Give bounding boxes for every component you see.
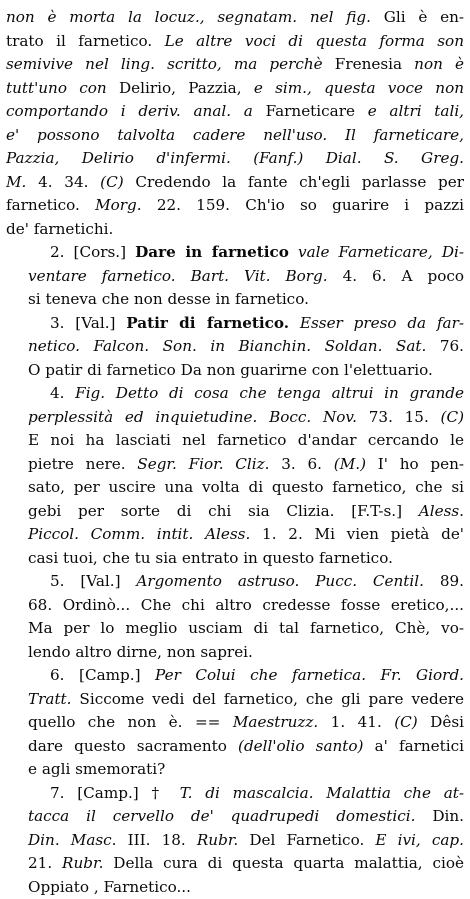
text-line (6, 664, 464, 688)
roman-text: a' farnetici (363, 737, 464, 755)
roman-text: E noi ha lasciati nel farnetico d'andar cercando le (28, 431, 464, 449)
roman-text: sato, per uscire una volta di questo farnetico, che si (28, 478, 464, 496)
text-line (6, 359, 464, 383)
roman-text: Frenesia (323, 55, 415, 73)
italic-text: comportando i deriv. anal. a (6, 102, 253, 120)
text-line (6, 641, 464, 665)
text-line (6, 758, 464, 782)
roman-text: Delirio, Pazzia, (107, 79, 254, 97)
roman-text: 1. 41. (318, 713, 394, 731)
dictionary-entry-paragraph (6, 570, 464, 664)
italic-text: Pazzia, Delirio d'infermi. (Fanf.) Dial. S. Greg. (6, 149, 464, 167)
dictionary-entry-paragraph (6, 382, 464, 570)
italic-text: e' possono talvolta cadere nell'uso. Il farneticare, (6, 126, 464, 144)
text-line (6, 500, 464, 524)
roman-text: 68. Ordinò... Che chi altro credesse fosse eretico,... (28, 596, 464, 614)
roman-text: dare questo sacramento (28, 737, 238, 755)
italic-text: tutt'uno con (6, 79, 107, 97)
bold-headword: Dare in farnetico (135, 243, 289, 261)
italic-text: Esser preso da far- (289, 314, 464, 332)
roman-text: Ma per lo meglio usciam di tal farnetico, Chè, vo- (28, 619, 464, 637)
text-line (6, 100, 464, 124)
italic-text: e altri tali, (368, 102, 464, 120)
italic-text: ventare farnetico. Bart. Vit. Borg. (28, 267, 328, 285)
text-line (6, 77, 464, 101)
roman-text: 4. 6. A poco (328, 267, 464, 285)
roman-text: 6. [Camp.] (50, 666, 155, 684)
text-line (6, 852, 464, 876)
roman-text: farnetico. (6, 196, 95, 214)
text-line (6, 782, 464, 806)
italic-text: perplessità ed inquietudine. Bocc. Nov. (28, 408, 357, 426)
roman-text: pietre nere. (28, 455, 137, 473)
dictionary-entry-paragraph (6, 6, 464, 241)
italic-text: Piccol. Comm. intit. Aless. (28, 525, 250, 543)
roman-text: Farneticare (253, 102, 368, 120)
roman-text: Del Farnetico. (238, 831, 375, 849)
text-line (6, 53, 464, 77)
text-line (6, 429, 464, 453)
italic-text: Tratt. (28, 690, 71, 708)
text-line (6, 688, 464, 712)
italic-text: Segr. Fior. Cliz. (137, 455, 269, 473)
text-line (6, 335, 464, 359)
text-line (6, 453, 464, 477)
text-line (6, 218, 464, 242)
roman-text: de' farnetichi. (6, 220, 113, 238)
roman-text: 3. 6. (269, 455, 333, 473)
roman-text: 21. (28, 854, 62, 872)
dictionary-entry-paragraph (6, 782, 464, 899)
italic-text: (C) (394, 713, 417, 731)
text-line (6, 805, 464, 829)
text-line (6, 547, 464, 571)
text-line (6, 30, 464, 54)
italic-text: M. (6, 173, 26, 191)
text-line (6, 171, 464, 195)
italic-text: (C) (441, 408, 464, 426)
italic-text: tacca il cervello de' quadrupedi domestici. (28, 807, 415, 825)
text-line (6, 617, 464, 641)
italic-text: Aless. (419, 502, 464, 520)
bold-headword: Patir di farnetico. (126, 314, 289, 332)
roman-text: 89. (424, 572, 464, 590)
italic-text: Maestruzz. (233, 713, 318, 731)
roman-text: 5. [Val.] (50, 572, 136, 590)
italic-text: Rubr. (62, 854, 103, 872)
text-line (6, 829, 464, 853)
text-line (6, 312, 464, 336)
italic-text: netico. Falcon. Son. in Bianchin. Soldan. Sat. (28, 337, 426, 355)
roman-text: III. 18. (117, 831, 197, 849)
roman-text: gebi per sorte di chi sia Clizia. [F.T-s.] (28, 502, 419, 520)
roman-text: I' ho pen- (366, 455, 464, 473)
roman-text: 73. 15. (357, 408, 441, 426)
roman-text: O patir di farnetico Da non guarirne con l'elettuario. (28, 361, 433, 379)
italic-text: Rubr. (197, 831, 238, 849)
roman-text: 3. [Val.] (50, 314, 126, 332)
text-line (6, 735, 464, 759)
italic-text: E ivi, cap. (375, 831, 464, 849)
roman-text: Din. (415, 807, 464, 825)
text-line (6, 241, 464, 265)
roman-text: si teneva che non desse in farnetico. (28, 290, 309, 308)
roman-text: 4. (50, 384, 75, 402)
italic-text: non è morta la locuz., segnatam. nel fig. (6, 8, 371, 26)
roman-text: 2. [Cors.] (50, 243, 135, 261)
italic-text: (M.) (334, 455, 366, 473)
text-line (6, 594, 464, 618)
roman-text: 4. 34. (26, 173, 100, 191)
roman-text: e agli smemorati? (28, 760, 165, 778)
text-line (6, 124, 464, 148)
italic-text: T. di mascalcia. Malattia che at- (180, 784, 464, 802)
roman-text: quello che non è. == (28, 713, 233, 731)
roman-text: 76. (426, 337, 464, 355)
italic-text: Fig. Detto di cosa che tenga altrui in grande (75, 384, 464, 402)
italic-text: Din. Masc. (28, 831, 117, 849)
text-line (6, 194, 464, 218)
text-line (6, 265, 464, 289)
italic-text: semivive nel ling. scritto, ma perchè (6, 55, 323, 73)
text-line (6, 382, 464, 406)
text-line (6, 570, 464, 594)
roman-text: trato il farnetico. (6, 32, 165, 50)
roman-text: Gli è en- (371, 8, 464, 26)
text-line (6, 876, 464, 899)
italic-text: non è (414, 55, 464, 73)
italic-text: Le altre voci di questa forma son (165, 32, 464, 50)
roman-text: Siccome vedi del farnetico, che gli pare vedere (71, 690, 464, 708)
text-line (6, 288, 464, 312)
roman-text: Credendo la fante ch'egli parlasse per (124, 173, 464, 191)
dictionary-entry-paragraph (6, 312, 464, 383)
roman-text: Dêsi (418, 713, 464, 731)
roman-text: casi tuoi, che tu sia entrato in questo farnetico. (28, 549, 393, 567)
text-line (6, 147, 464, 171)
text-line (6, 711, 464, 735)
roman-text: lendo altro dirne, non saprei. (28, 643, 253, 661)
italic-text: e sim., questa voce non (254, 79, 464, 97)
roman-text: 7. [Camp.] † (50, 784, 180, 802)
dictionary-entry-paragraph (6, 664, 464, 782)
roman-text: 22. 159. Ch'io so guarire i pazzi (142, 196, 464, 214)
roman-text: Oppiato , Farnetico... (28, 878, 191, 896)
text-line (6, 6, 464, 30)
italic-text: Argomento astruso. Pucc. Centil. (136, 572, 424, 590)
text-line (6, 406, 464, 430)
italic-text: (dell'olio santo) (238, 737, 363, 755)
italic-text: Morg. (95, 196, 142, 214)
italic-text: vale Farneticare, Di- (289, 243, 464, 261)
italic-text: Per Colui che farnetica. Fr. Giord. (155, 666, 464, 684)
roman-text: Della cura di questa quarta malattia, cioè (103, 854, 464, 872)
roman-text: 1. 2. Mi vien pietà de' (250, 525, 464, 543)
text-line (6, 523, 464, 547)
italic-text: (C) (100, 173, 123, 191)
dictionary-entry-paragraph (6, 241, 464, 312)
text-line (6, 476, 464, 500)
